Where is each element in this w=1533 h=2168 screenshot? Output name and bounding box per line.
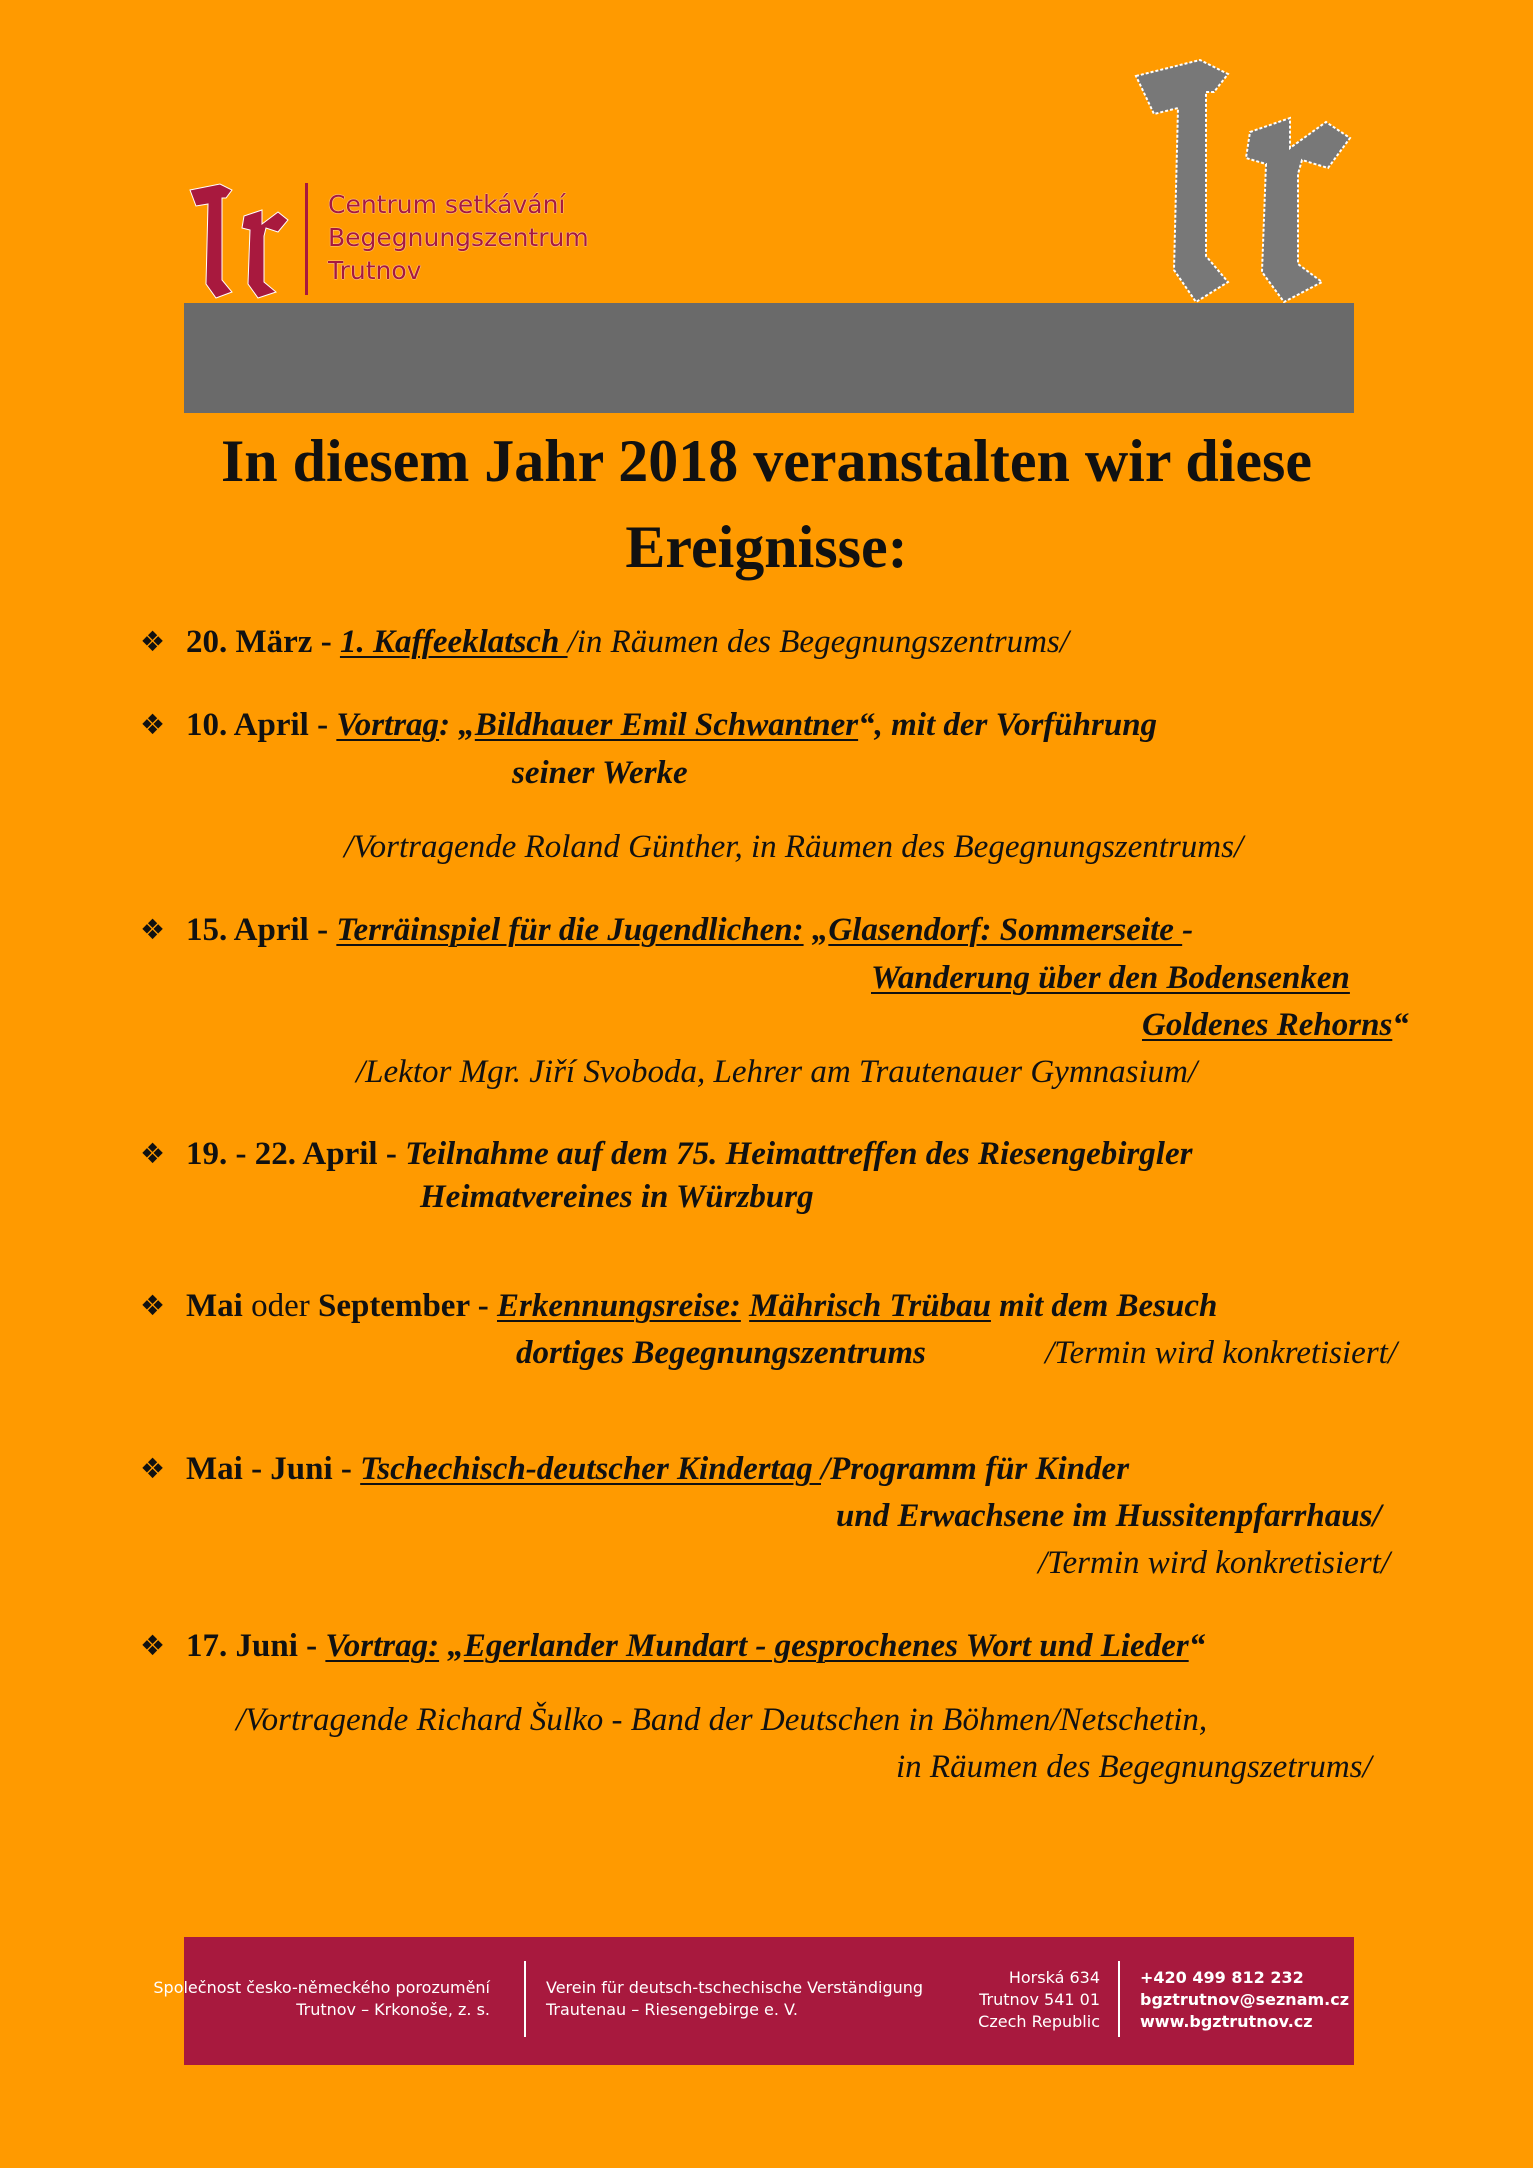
event-date: 15. April - — [186, 912, 337, 948]
quote-open: „ — [803, 912, 829, 948]
event-date: 10. April - — [186, 707, 337, 743]
bullet-icon: ❖ — [140, 913, 166, 946]
event-item-kaffeeklatsch — [186, 620, 1069, 664]
event-description-continued: seiner Werke — [512, 755, 688, 791]
event-title: Teilnahme auf dem 75. Heimattreffen des Riesengebirgler — [405, 1136, 1193, 1172]
event-title-end — [1142, 1003, 1409, 1047]
gap-spacer — [741, 1288, 749, 1324]
event-speaker-note: /Vortragende Roland Günther, in Räumen des Begegnungszentrums/ — [344, 829, 1244, 865]
logo-small-tr — [186, 180, 292, 300]
bullet-icon: ❖ — [140, 1289, 166, 1322]
event-title-continued: Heimatvereines in Würzburg — [420, 1179, 814, 1215]
event-month: September — [317, 1288, 470, 1324]
event-item-egerlander — [186, 1624, 1205, 1668]
footer-org-czech-place: Trutnov – Krkonoše, z. s. — [296, 2000, 490, 2019]
header-band — [184, 303, 1354, 413]
logo-text-german: Begegnungszentrum — [328, 223, 589, 252]
footer-org-czech: Společnost česko-německého porozumění — [153, 1978, 490, 1997]
bullet-icon: ❖ — [140, 1629, 166, 1662]
footer-band — [153, 1937, 1354, 2065]
footer-divider — [524, 1961, 526, 2037]
event-title: Bildhauer Emil Schwantner — [474, 707, 859, 743]
title-dash: - — [1182, 912, 1194, 948]
bullet-icon: ❖ — [140, 708, 166, 741]
event-item-kindertag — [186, 1447, 1129, 1491]
event-separator: - — [469, 1288, 497, 1324]
footer-address-country: Czech Republic — [978, 2012, 1100, 2031]
footer-org-german-place: Trautenau – Riesengebirge e. V. — [546, 2000, 799, 2019]
event-description: “, mit der Vorführung — [858, 707, 1158, 743]
event-label: Vortrag — [336, 707, 440, 743]
event-item-erkennungsreise — [186, 1284, 1217, 1328]
logo-text-city: Trutnov — [328, 256, 422, 285]
footer-divider — [1118, 1961, 1120, 2037]
footer-address-street: Horská 634 — [1008, 1968, 1100, 1987]
quote-close: “ — [1188, 1628, 1206, 1664]
event-item-terrainspiel — [186, 908, 1193, 952]
footer-phone: +420 499 812 232 — [1140, 1968, 1304, 1987]
event-month: Mai — [186, 1288, 243, 1324]
footer-website-link[interactable]: www.bgztrutnov.cz — [1140, 2012, 1313, 2031]
event-label: Terräinspiel für die Jugendlichen: — [336, 912, 804, 948]
event-speaker-note-continued: in Räumen des Begegnungszetrums/ — [896, 1749, 1372, 1785]
event-title-part: Goldenes Rehorns — [1142, 1007, 1393, 1043]
event-date: 20. März - — [186, 624, 340, 660]
event-title: Egerlander Mundart - gesprochenes Wort und Lieder — [463, 1628, 1189, 1664]
quote-close: “ — [1392, 1007, 1409, 1043]
logo-large-tr — [1130, 56, 1356, 306]
event-date: 19. - 22. April - — [186, 1136, 406, 1172]
logo-divider — [305, 183, 308, 295]
event-title: 1. Kaffeeklatsch — [339, 624, 568, 660]
event-date: Mai - Juni - — [186, 1451, 361, 1487]
event-date-note: /Termin wird konkretisiert/ — [1045, 1335, 1398, 1371]
event-item-schwantner — [186, 703, 1157, 747]
event-description: /Programm für Kinder — [820, 1451, 1130, 1487]
bullet-icon: ❖ — [140, 1452, 166, 1485]
event-item-heimattreffen — [186, 1132, 1192, 1176]
event-title-continued: Wanderung über den Bodensenken — [871, 960, 1350, 996]
event-speaker-note: /Lektor Mgr. Jiří Svoboda, Lehrer am Trautenauer Gymnasium/ — [356, 1054, 1198, 1090]
event-description-continued: und Erwachsene im Hussitenpfarrhaus/ — [836, 1498, 1382, 1534]
event-description: mit dem Besuch — [990, 1288, 1218, 1324]
event-description-continued: dortiges Begegnungszentrums — [516, 1335, 926, 1371]
event-label: Vortrag: — [325, 1628, 440, 1664]
event-label: Erkennungsreise: — [497, 1288, 741, 1324]
quote-open: „ — [439, 1628, 464, 1664]
event-or: oder — [242, 1288, 318, 1324]
footer-email-link[interactable]: bgztrutnov@seznam.cz — [1140, 1990, 1350, 2009]
event-date: 17. Juni - — [186, 1628, 326, 1664]
footer-org-german: Verein für deutsch-tschechische Verständigung — [546, 1978, 924, 1997]
event-date-note: /Termin wird konkretisiert/ — [1038, 1545, 1391, 1581]
event-title: Mährisch Trübau — [749, 1288, 991, 1324]
bullet-icon: ❖ — [140, 1137, 166, 1170]
event-title: Tschechisch-deutscher Kindertag — [360, 1451, 821, 1487]
footer-address-city: Trutnov 541 01 — [979, 1990, 1100, 2009]
quote-open: : „ — [439, 707, 475, 743]
event-speaker-note: /Vortragende Richard Šulko - Band der Deutschen in Böhmen/Netschetin, — [236, 1702, 1208, 1738]
event-title: Glasendorf: Sommerseite — [828, 912, 1183, 948]
logo-text-czech: Centrum setkávání — [328, 190, 566, 219]
page-title: In diesem Jahr 2018 veranstalten wir diese Ereignisse: — [220, 428, 1313, 580]
event-location: /in Räumen des Begegnungszentrums/ — [567, 624, 1069, 660]
bullet-icon: ❖ — [140, 625, 166, 658]
